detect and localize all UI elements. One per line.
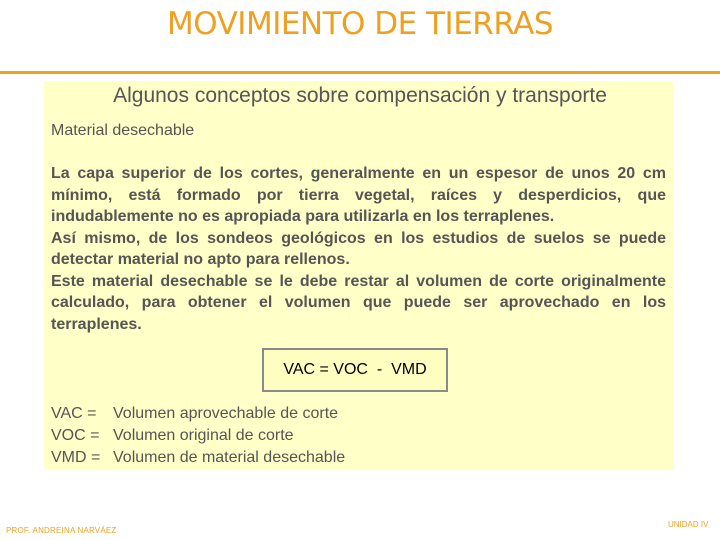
footer-author: PROF. ANDREINA NARVÁEZ xyxy=(6,526,117,535)
definition-abbr: VMD = xyxy=(51,449,101,466)
page-title: MOVIMIENTO DE TIERRAS xyxy=(167,6,553,42)
slide-subtitle: Algunos conceptos sobre compensación y transporte xyxy=(113,84,607,107)
title-divider xyxy=(0,71,720,74)
paragraph: Así mismo, de los sondeos geológicos en los estudios de suelos se puede detectar material no apto para rellenos. xyxy=(51,229,666,268)
definition-item xyxy=(51,447,345,469)
definition-abbr: VAC = xyxy=(51,405,97,422)
definitions-list xyxy=(51,403,345,469)
paragraph: Este material desechable se le debe restar al volumen de corte originalmente calculado, para obtener el volumen que puede ser aprovechado en los terraplenes. xyxy=(51,272,666,333)
definition-meaning: Volumen aprovechable de corte xyxy=(113,405,339,422)
definition-abbr: VOC = xyxy=(51,427,100,444)
definition-meaning: Volumen original de corte xyxy=(113,427,294,444)
definition-item xyxy=(51,403,345,425)
formula-box xyxy=(262,348,448,392)
footer-unit: UNIDAD IV xyxy=(668,520,709,529)
section-heading: Material desechable xyxy=(51,122,195,139)
definition-meaning: Volumen de material desechable xyxy=(113,449,346,466)
definition-item xyxy=(51,425,345,447)
body-text xyxy=(51,163,666,335)
paragraph: La capa superior de los cortes, generalmente en un espesor de unos 20 cm mínimo, está formado por tierra vegetal, raíces y desperdicios, que indudablemente no es apropiada para utilizarla en los terraplenes. xyxy=(51,165,666,225)
formula-text: VAC = VOC - VMD xyxy=(283,361,427,378)
